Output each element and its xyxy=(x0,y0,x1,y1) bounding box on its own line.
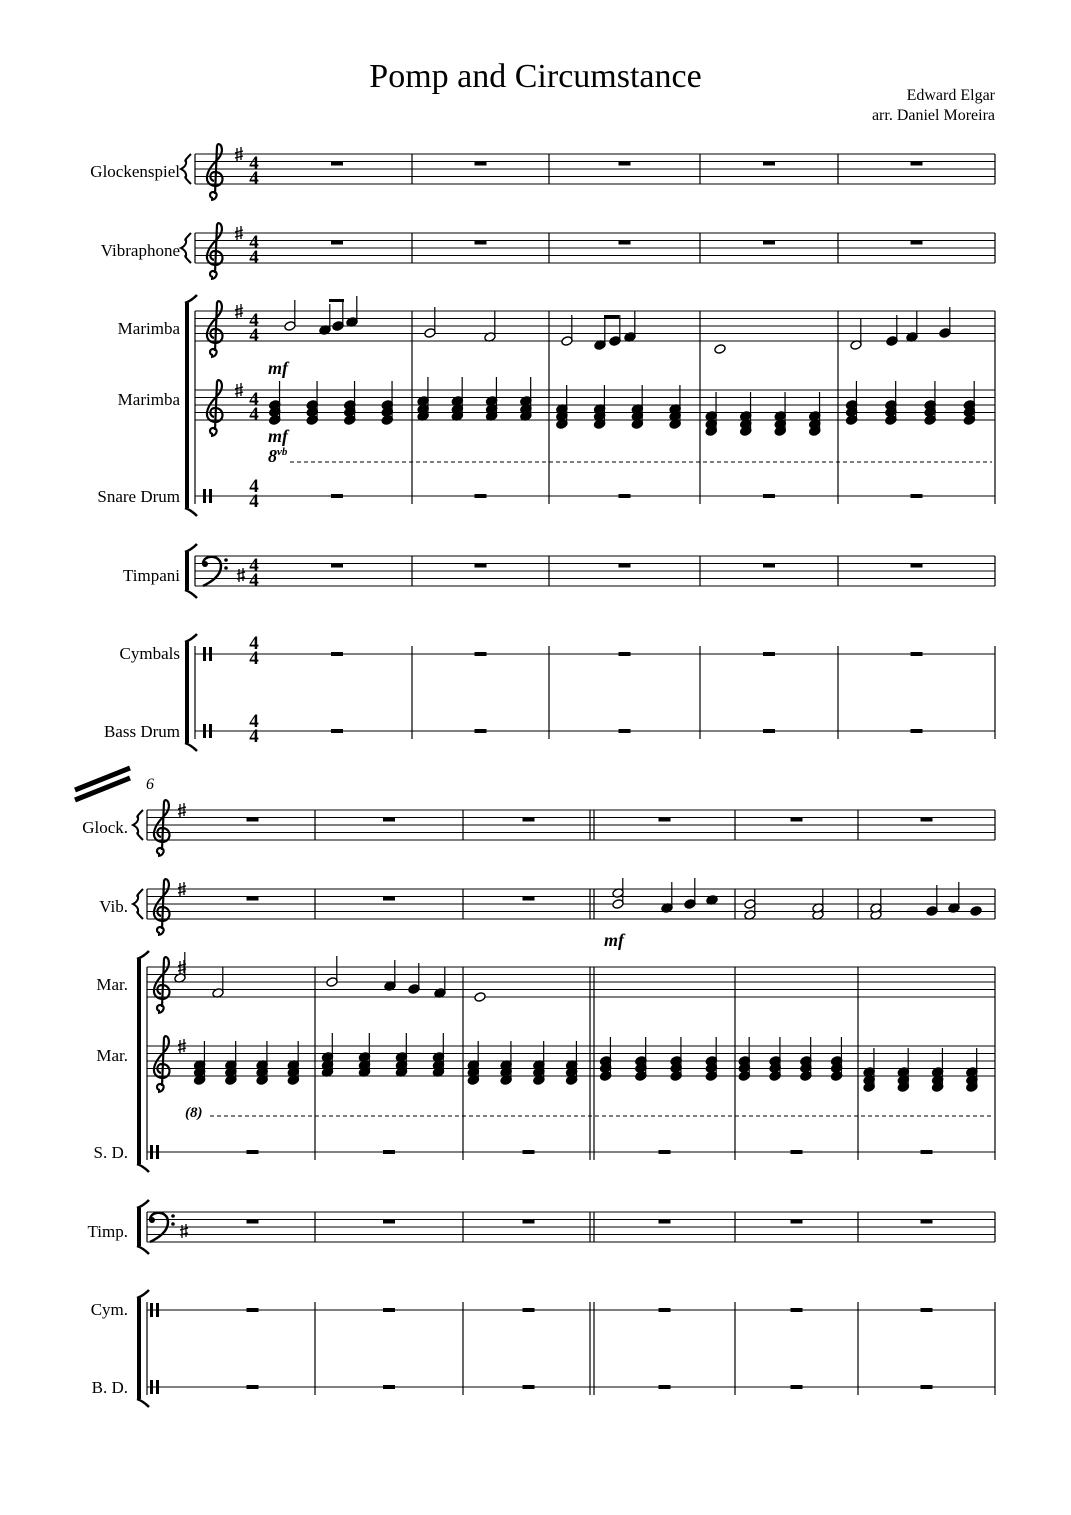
whole-rest xyxy=(475,162,487,166)
staff-label: Cym. xyxy=(90,1300,128,1319)
brace xyxy=(181,233,191,263)
whole-rest xyxy=(619,162,631,166)
svg-text:4: 4 xyxy=(249,633,259,654)
treble-clef xyxy=(207,380,223,436)
staff-label: Mar. xyxy=(96,975,128,994)
whole-rest xyxy=(911,564,923,568)
treble-clef xyxy=(207,144,223,200)
beam xyxy=(329,299,344,302)
whole-rest xyxy=(383,1385,395,1389)
whole-rest xyxy=(331,241,343,245)
whole-rest xyxy=(659,818,671,822)
whole-rest xyxy=(619,652,631,656)
ottava-marking: $8^{vb}$ xyxy=(268,446,288,466)
whole-rest xyxy=(791,1220,803,1224)
percussion-clef xyxy=(203,647,206,661)
svg-text:4: 4 xyxy=(249,232,259,253)
dynamic-marking: mf xyxy=(604,930,624,950)
treble-clef xyxy=(154,800,170,856)
svg-text:4: 4 xyxy=(249,711,259,732)
percussion-clef xyxy=(156,1380,159,1394)
svg-text:4: 4 xyxy=(249,555,259,576)
whole-rest xyxy=(247,1150,259,1154)
treble-clef xyxy=(154,879,170,935)
staff-label: Glockenspiel xyxy=(90,162,180,181)
whole-rest xyxy=(911,652,923,656)
whole-rest xyxy=(921,1385,933,1389)
whole-rest xyxy=(475,241,487,245)
whole-rest xyxy=(921,1150,933,1154)
dynamic-marking: mf xyxy=(268,358,288,378)
whole-rest xyxy=(619,729,631,733)
whole-rest xyxy=(763,729,775,733)
whole-rest xyxy=(921,818,933,822)
staff-label: Vibraphone xyxy=(100,241,180,260)
bracket xyxy=(137,959,141,1164)
whole-rest xyxy=(659,1385,671,1389)
bracket-hook xyxy=(185,544,197,552)
bracket xyxy=(137,1208,141,1246)
percussion-clef xyxy=(150,1303,153,1317)
bracket-hook xyxy=(185,743,197,751)
percussion-clef xyxy=(209,647,212,661)
key-signature-sharp xyxy=(237,568,245,582)
whole-rest xyxy=(383,1220,395,1224)
measure-number: 6 xyxy=(146,776,154,793)
whole-rest xyxy=(791,1308,803,1312)
whole-rest xyxy=(475,494,487,498)
whole-rest xyxy=(791,818,803,822)
bass-clef-dot xyxy=(202,561,208,567)
bracket-hook xyxy=(185,590,197,598)
bracket xyxy=(185,552,189,590)
whole-rest xyxy=(911,241,923,245)
bracket xyxy=(137,1298,141,1399)
bass-clef-dot xyxy=(149,1217,155,1223)
brace xyxy=(133,810,143,840)
bracket-hook xyxy=(137,951,149,959)
percussion-clef xyxy=(150,1380,153,1394)
staff-label: Vib. xyxy=(99,897,128,916)
treble-clef xyxy=(207,301,223,357)
beam xyxy=(604,315,619,318)
whole-rest xyxy=(911,494,923,498)
staff-label: Marimba xyxy=(117,390,180,409)
whole-rest xyxy=(247,1308,259,1312)
whole-rest xyxy=(763,162,775,166)
bass-clef-dot xyxy=(171,1222,175,1226)
whole-rest xyxy=(475,652,487,656)
staff-label: Mar. xyxy=(96,1046,128,1065)
time-signature xyxy=(249,153,259,747)
bracket-hook xyxy=(185,508,197,516)
whole-rest xyxy=(763,564,775,568)
treble-clef xyxy=(154,1036,170,1092)
whole-rest xyxy=(619,494,631,498)
svg-text:4: 4 xyxy=(249,325,259,346)
staff-label: Timp. xyxy=(87,1222,128,1241)
whole-rest xyxy=(523,818,535,822)
whole-rest xyxy=(383,1308,395,1312)
bracket-hook xyxy=(137,1399,149,1407)
whole-rest xyxy=(331,494,343,498)
svg-text:4: 4 xyxy=(249,168,259,189)
whole-rest xyxy=(383,1150,395,1154)
whole-rest xyxy=(619,241,631,245)
whole-rest xyxy=(247,897,259,901)
percussion-clef xyxy=(150,1145,153,1159)
system-separator xyxy=(75,768,130,800)
svg-text:4: 4 xyxy=(249,491,259,512)
percussion-clef xyxy=(203,724,206,738)
staff-label: Marimba xyxy=(117,319,180,338)
percussion-clef xyxy=(156,1303,159,1317)
notehead xyxy=(714,344,726,355)
svg-text:4: 4 xyxy=(249,153,259,174)
whole-rest xyxy=(383,897,395,901)
svg-text:4: 4 xyxy=(249,648,259,669)
whole-rest xyxy=(659,1308,671,1312)
composer-credit: Edward Elgar xyxy=(906,87,995,104)
staff-label: Bass Drum xyxy=(103,722,180,741)
bracket xyxy=(185,642,189,743)
brace xyxy=(181,154,191,184)
whole-rest xyxy=(791,1150,803,1154)
whole-rest xyxy=(331,729,343,733)
whole-rest xyxy=(911,162,923,166)
bass-clef-dot xyxy=(224,558,228,562)
staff-label: B. D. xyxy=(91,1378,128,1397)
whole-rest xyxy=(659,1220,671,1224)
arranger-credit: arr. Daniel Moreira xyxy=(871,107,995,124)
bracket xyxy=(185,303,189,508)
whole-rest xyxy=(475,564,487,568)
whole-rest xyxy=(523,1385,535,1389)
whole-rest xyxy=(659,1150,671,1154)
svg-text:4: 4 xyxy=(249,570,259,591)
whole-rest xyxy=(619,564,631,568)
dynamic-marking: mf xyxy=(268,426,288,446)
staff-label: Cymbals xyxy=(119,644,180,663)
bracket-hook xyxy=(185,295,197,303)
svg-text:4: 4 xyxy=(249,389,259,410)
whole-rest xyxy=(523,1308,535,1312)
percussion-clef xyxy=(203,489,206,503)
percussion-clef xyxy=(156,1145,159,1159)
whole-rest xyxy=(763,494,775,498)
ottava-marking: (8) xyxy=(185,1105,203,1121)
notes-and-rests xyxy=(75,162,992,1390)
percussion-clef xyxy=(209,724,212,738)
whole-rest xyxy=(383,818,395,822)
svg-text:4: 4 xyxy=(249,310,259,331)
key-signature-sharp xyxy=(180,1224,188,1238)
bracket-hook xyxy=(185,634,197,642)
score-title: Pomp and Circumstance xyxy=(369,58,702,95)
whole-rest xyxy=(331,564,343,568)
staff-label: Timpani xyxy=(122,566,180,585)
bracket-hook xyxy=(137,1200,149,1208)
whole-rest xyxy=(331,162,343,166)
treble-clef xyxy=(154,957,170,1013)
percussion-clef xyxy=(209,489,212,503)
brace xyxy=(133,889,143,919)
bass-clef-dot xyxy=(224,566,228,570)
whole-rest xyxy=(247,1385,259,1389)
whole-rest xyxy=(523,1220,535,1224)
svg-text:4: 4 xyxy=(249,726,259,747)
bracket-hook xyxy=(137,1290,149,1298)
whole-rest xyxy=(523,897,535,901)
whole-rest xyxy=(475,729,487,733)
whole-rest xyxy=(763,652,775,656)
staff-text xyxy=(82,153,626,1397)
notehead xyxy=(970,906,982,917)
notehead xyxy=(474,992,486,1003)
staff-label: Glock. xyxy=(82,818,128,837)
whole-rest xyxy=(911,729,923,733)
svg-text:4: 4 xyxy=(249,247,259,268)
svg-text:4: 4 xyxy=(249,476,259,497)
whole-rest xyxy=(791,1385,803,1389)
bracket-hook xyxy=(137,1164,149,1172)
bass-clef-dot xyxy=(171,1214,175,1218)
staff-label: S. D. xyxy=(93,1143,128,1162)
whole-rest xyxy=(921,1308,933,1312)
whole-rest xyxy=(247,818,259,822)
whole-rest xyxy=(247,1220,259,1224)
whole-rest xyxy=(921,1220,933,1224)
whole-rest xyxy=(763,241,775,245)
bracket-hook xyxy=(137,1246,149,1254)
treble-clef xyxy=(207,223,223,279)
staff-label: Snare Drum xyxy=(97,487,180,506)
svg-text:4: 4 xyxy=(249,404,259,425)
whole-rest xyxy=(523,1150,535,1154)
whole-rest xyxy=(331,652,343,656)
